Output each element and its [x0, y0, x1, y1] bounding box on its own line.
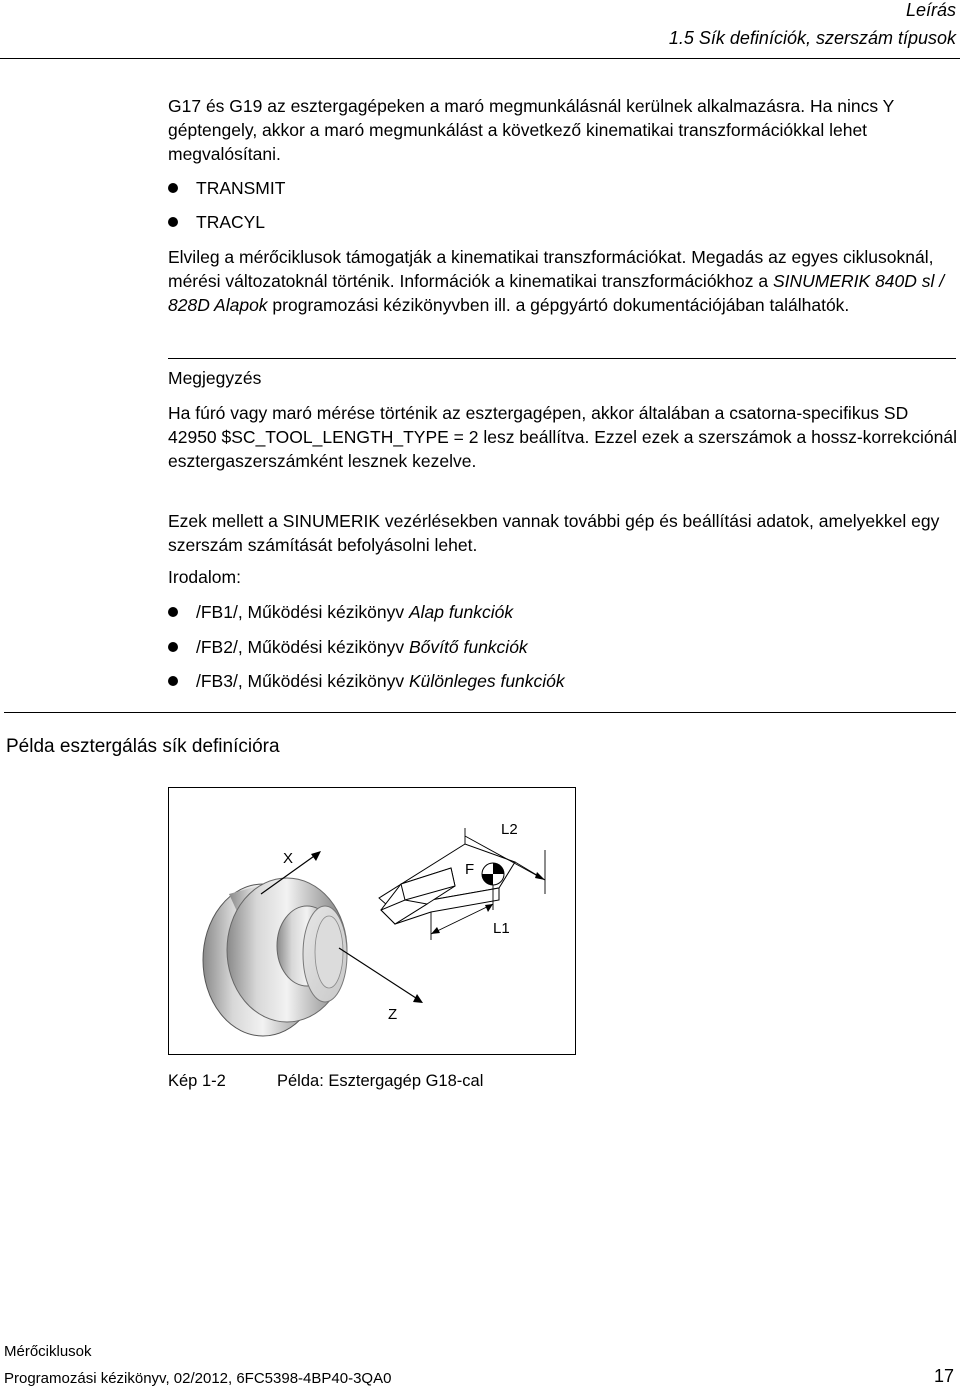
bullet-dot: [168, 217, 178, 227]
literature-ref: /FB3/, Működési kézikönyv: [196, 671, 409, 691]
bullet-dot: [168, 676, 178, 686]
literature-ref: /FB1/, Működési kézikönyv: [196, 602, 409, 622]
workpiece-cylinder: [203, 878, 347, 1036]
list-item-text: TRACYL: [196, 212, 266, 232]
footer-doc: Mérőciklusok: [4, 1343, 92, 1360]
page-number: 17: [933, 1366, 954, 1386]
figure-frame: [168, 787, 576, 1055]
axis-label-x: X: [283, 850, 294, 867]
literature-title: Irodalom:: [168, 567, 241, 587]
header-rule: [0, 58, 960, 59]
example-heading: Példa esztergálás sík definícióra: [6, 736, 280, 757]
dimension-label-l1: L1: [493, 920, 510, 937]
intro-paragraph: G17 és G19 az esztergagépeken a maró megmunkálásnál kerülnek alkalmazásra. Ha nincs Y géptengely, akkor a maró megmunkálást a következő kinematikai transzformációkkal lehet megvalósítani.: [168, 96, 894, 164]
reference-title: SINUMERIK 840D sl / 828D Alapok: [168, 271, 945, 315]
paragraph-text: Elvileg a mérőciklusok támogatják a kinematikai transzformációkat. Megadás az egyes ciklusoknál, mérési változatoknál történik. Információk a kinematikai transzformációkhoz a: [168, 247, 934, 291]
settings-paragraph: Ezek mellett a SINUMERIK vezérlésekben vannak további gép és beállítási adatok, amelyekkel egy szerszám számítását befolyásolni lehet.: [168, 511, 940, 555]
literature-title-italic: Különleges funkciók: [409, 671, 565, 691]
point-label-f: F: [465, 861, 475, 878]
header-section: 1.5 Sík definíciók, szerszám típusok: [668, 28, 956, 48]
caption-text: Példa: Esztergagép G18-cal: [277, 1072, 484, 1090]
list-item-text: TRANSMIT: [196, 178, 286, 198]
literature-title-italic: Alap funkciók: [409, 602, 514, 622]
literature-title-italic: Bővítő funkciók: [409, 637, 528, 657]
note-rule: [168, 358, 956, 359]
caption-number: Kép 1-2: [168, 1072, 226, 1090]
bullet-dot: [168, 607, 178, 617]
axis-label-z: Z: [388, 1006, 398, 1023]
footer-manual: Programozási kézikönyv, 02/2012, 6FC5398-4BP40-3QA0: [4, 1370, 392, 1387]
bullet-dot: [168, 642, 178, 652]
bullet-dot: [168, 183, 178, 193]
literature-ref: /FB2/, Működési kézikönyv: [196, 637, 409, 657]
paragraph-text: programozási kézikönyvben ill. a gépgyártó dokumentációjában találhatók.: [267, 295, 850, 315]
note-text: Ha fúró vagy maró mérése történik az esztergagépen, akkor általában a csatorna-specifikus SD 42950 $SC_TOOL_LENGTH_TYPE = 2 lesz beállítva. Ezzel ezek a szerszámok a hossz-korrekciónál esztergaszerszámként lesznek kezelve.: [168, 403, 957, 471]
header-chapter: Leírás: [905, 0, 956, 20]
transform-paragraph: [168, 245, 958, 317]
note-title: Megjegyzés: [168, 368, 262, 388]
reference-point-f: [482, 863, 504, 885]
section-rule: [4, 712, 956, 713]
z-axis-arrow: [339, 948, 423, 1003]
lathe-diagram: [169, 788, 575, 1054]
dimension-label-l2: L2: [501, 821, 518, 838]
